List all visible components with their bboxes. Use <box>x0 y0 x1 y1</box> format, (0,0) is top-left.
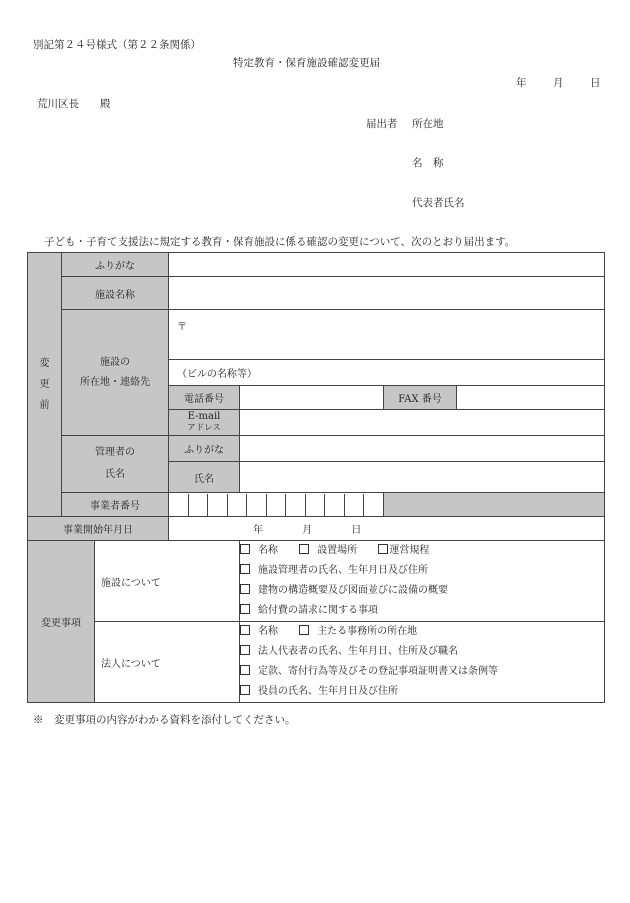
digit-cell[interactable] <box>169 494 189 516</box>
fax-field[interactable] <box>457 386 605 410</box>
form-number: 別記第２４号様式（第２２条関係） <box>33 39 201 51</box>
date-day: 日 <box>590 77 601 89</box>
facility-options: 名称 設置場所 運営規程 施設管理者の氏名、生年月日及び住所 建物の構造概要及び図面並びに設備の概要 給付費の請求に関する事項 <box>240 541 605 622</box>
email-label: E-mail アドレス <box>169 410 240 436</box>
digit-cell[interactable] <box>189 494 209 516</box>
checkbox[interactable] <box>240 665 250 675</box>
digit-cell[interactable] <box>364 494 383 516</box>
manager-furigana-field[interactable] <box>240 436 605 462</box>
checkbox[interactable] <box>240 584 250 594</box>
tel-field[interactable] <box>240 386 384 410</box>
date-year: 年 <box>516 77 527 89</box>
business-number-field[interactable] <box>169 493 384 517</box>
addressee: 荒川区長 殿 <box>37 98 111 110</box>
change-form-table <box>27 252 605 703</box>
building-name-field[interactable] <box>169 360 605 386</box>
changes-label: 変更事項 <box>28 541 95 703</box>
checkbox[interactable] <box>299 625 309 635</box>
tel-label: 電話番号 <box>169 386 240 410</box>
attachment-note: ※ 変更事項の内容がわかる資料を添付してください。 <box>33 714 296 726</box>
checkbox[interactable] <box>240 645 250 655</box>
intro-text: 子ども・子育て支援法に規定する教育・保育施設に係る確認の変更について、次のとおり届出ます。 <box>44 236 516 248</box>
before-section-label: 変 更 前 <box>28 253 62 517</box>
checkbox[interactable] <box>240 544 250 554</box>
business-number-shaded <box>384 493 605 517</box>
start-day: 日 <box>351 525 362 536</box>
facility-name-label: 施設名称 <box>62 277 169 310</box>
business-number-label: 事業者番号 <box>62 493 169 517</box>
digit-cell[interactable] <box>286 494 306 516</box>
manager-name-label: 氏名 <box>169 462 240 493</box>
building-label: （ビルの名称等） <box>177 369 257 380</box>
manager-name-field[interactable] <box>240 462 605 493</box>
checkbox[interactable] <box>378 544 388 554</box>
postal-mark: 〒 <box>177 322 187 333</box>
form-title: 特定教育・保育施設確認変更届 <box>233 57 380 69</box>
applicant-address: 所在地 <box>412 118 444 130</box>
checkbox[interactable] <box>240 604 250 614</box>
manager-furigana-label: ふりがな <box>169 436 240 462</box>
checkbox[interactable] <box>240 564 250 574</box>
fax-label: FAX 番号 <box>384 386 457 410</box>
date-month: 月 <box>553 77 564 89</box>
checkbox[interactable] <box>240 625 250 635</box>
digit-cell[interactable] <box>306 494 326 516</box>
postal-address-field[interactable] <box>169 310 605 360</box>
digit-cell[interactable] <box>345 494 365 516</box>
email-field[interactable] <box>240 410 605 436</box>
facility-name-field[interactable] <box>169 277 605 310</box>
applicant-representative: 代表者氏名 <box>412 197 465 209</box>
facility-changes-label: 施設について <box>95 541 240 622</box>
corporation-changes-label: 法人について <box>95 622 240 703</box>
start-date-label: 事業開始年月日 <box>28 517 169 541</box>
location-label: 施設の 所在地・連絡先 <box>62 310 169 436</box>
applicant-name: 名 称 <box>412 157 444 169</box>
start-date-field[interactable] <box>169 517 605 541</box>
furigana-label: ふりがな <box>62 253 169 277</box>
digit-cell[interactable] <box>228 494 248 516</box>
digit-cell[interactable] <box>247 494 267 516</box>
digit-cell[interactable] <box>325 494 345 516</box>
start-month: 月 <box>302 525 313 536</box>
manager-label: 管理者の 氏名 <box>62 436 169 493</box>
furigana-field[interactable] <box>169 253 605 277</box>
corporation-options: 名称 主たる事務所の所在地 法人代表者の氏名、生年月日、住所及び職名 定款、寄付行為等及びその登記事項証明書又は条例等 役員の氏名、生年月日及び住所 <box>240 622 605 703</box>
digit-cell[interactable] <box>208 494 228 516</box>
checkbox[interactable] <box>240 685 250 695</box>
start-year: 年 <box>253 525 263 536</box>
applicant-label: 届出者 <box>366 118 398 130</box>
checkbox[interactable] <box>299 544 309 554</box>
digit-cell[interactable] <box>267 494 287 516</box>
